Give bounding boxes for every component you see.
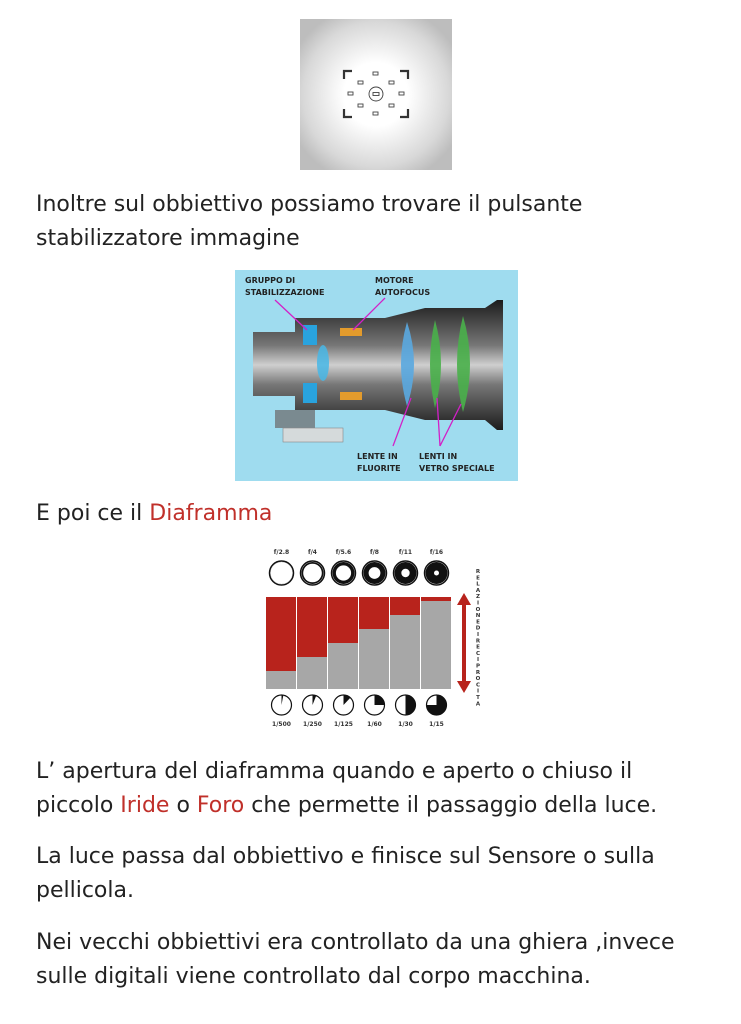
aperture-bar <box>359 597 389 629</box>
lens-cutaway-diagram <box>235 270 518 481</box>
arrow-head-down <box>457 681 471 693</box>
label-motor-1: MOTORE <box>375 276 414 285</box>
shutter-bar <box>328 643 358 689</box>
label-glass-1: LENTI IN <box>419 452 458 461</box>
diaphragm-highlight: Diaframma <box>149 501 273 526</box>
aperture-label: f/5.6 <box>335 549 352 556</box>
aperture-text-a: L’ apertura del diaframma quando e aperto o chiuso il piccolo <box>36 759 633 818</box>
reciprocity-label: R E L A Z I O N E D I R E C I P R O C I T A <box>475 569 481 708</box>
aperture-bar <box>390 597 420 615</box>
aperture-text-c: o <box>169 793 197 818</box>
aperture-reciprocity-chart <box>260 545 495 730</box>
label-fluorite-2: FLUORITE <box>357 464 401 473</box>
paragraph-aperture <box>36 755 716 823</box>
paragraph-ring: Nei vecchi obbiettivi era controllato da una ghiera ,invece sulle digitali viene controllato dal corpo macchina. <box>36 930 675 989</box>
paragraph-diaphragm <box>36 497 716 531</box>
shutter-slice <box>406 695 416 715</box>
aperture-opening <box>401 569 409 577</box>
label-glass-2: VETRO SPECIALE <box>419 464 495 473</box>
shutter-bar <box>297 657 327 689</box>
aperture-label: f/4 <box>308 549 317 556</box>
shutter-bar <box>266 671 296 689</box>
foro-highlight: Foro <box>196 793 245 818</box>
aperture-label: f/8 <box>370 549 379 556</box>
label-stabilization-2: STABILIZZAZIONE <box>245 288 325 297</box>
viewfinder-image <box>300 19 452 170</box>
aperture-opening <box>369 567 381 579</box>
aperture-opening <box>434 571 439 576</box>
aperture-bar <box>266 597 296 671</box>
label-motor-2: AUTOFOCUS <box>375 288 431 297</box>
aperture-text-e: che permette il passaggio della luce. <box>244 793 658 818</box>
shutter-bar <box>390 615 420 689</box>
aperture-label: f/2.8 <box>273 549 290 556</box>
shutter-bar <box>359 629 389 689</box>
aperture-opening <box>303 564 322 583</box>
aperture-opening <box>271 562 293 584</box>
label-fluorite-1: LENTE IN <box>357 452 398 461</box>
shutter-label: 1/500 <box>272 721 291 728</box>
label-stabilization-1: GRUPPO DI <box>245 276 296 285</box>
shutter-label: 1/125 <box>334 721 353 728</box>
paragraph-sensor: La luce passa dal obbiettivo e finisce sul Sensore o sulla pellicola. <box>36 844 655 903</box>
aperture-opening <box>336 565 351 580</box>
aperture-bar <box>328 597 358 643</box>
shutter-bar <box>421 601 451 689</box>
aperture-bar <box>421 597 451 601</box>
shutter-label: 1/60 <box>367 721 382 728</box>
arrow-head-up <box>457 593 471 605</box>
iride-highlight: Iride <box>120 793 170 818</box>
aperture-bar <box>297 597 327 657</box>
diaphragm-intro-text: E poi ce il <box>36 501 150 526</box>
aperture-label: f/11 <box>398 549 413 556</box>
shutter-slice <box>375 695 385 705</box>
aperture-label: f/16 <box>429 549 444 556</box>
shutter-label: 1/15 <box>429 721 444 728</box>
shutter-label: 1/30 <box>398 721 413 728</box>
paragraph-stabilizer: Inoltre sul obbiettivo possiamo trovare il pulsante stabilizzatore immagine <box>36 192 583 251</box>
shutter-label: 1/250 <box>303 721 322 728</box>
